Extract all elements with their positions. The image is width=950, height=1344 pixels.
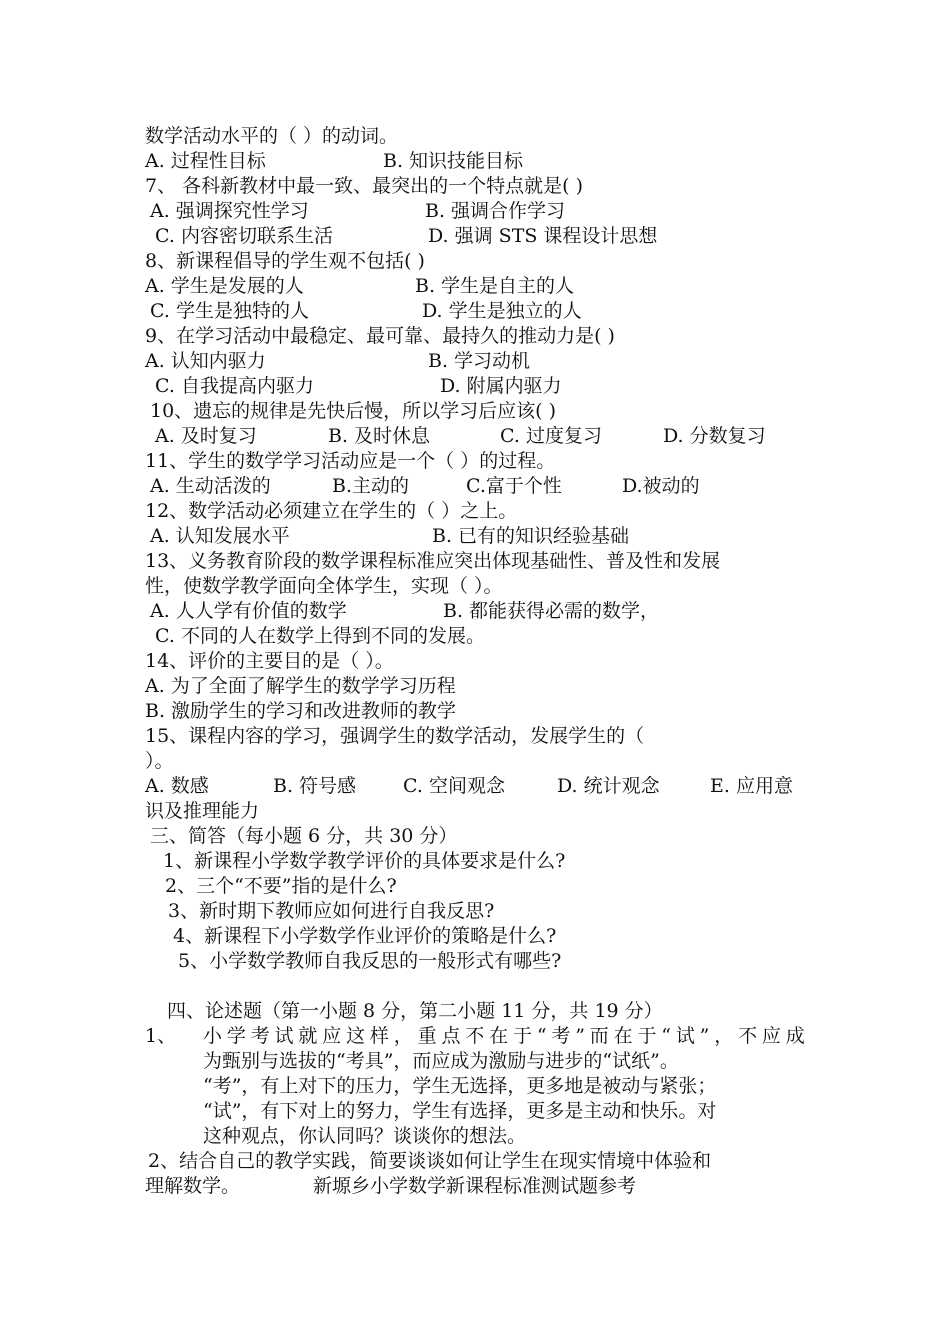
option-d: D. 附属内驱力 [440,375,562,397]
question-8: 8、新课程倡导的学生观不包括( ) [145,250,425,272]
option-c: C. 空间观念 [403,775,505,797]
question-13-line1: 13、义务教育阶段的数学课程标准应突出体现基础性、普及性和发展 [145,550,721,572]
option-b: B. 强调合作学习 [425,200,566,222]
short-answer-2: 2、三个“不要”指的是什么? [165,875,397,897]
answer-key-title: 新塬乡小学数学新课程标准测试题参考 [313,1175,637,1197]
option-b: B.主动的 [332,475,410,497]
option-a: A. 人人学有价值的数学 [150,600,347,622]
option-c: C. 自我提高内驱力 [155,375,314,397]
question-11-options [150,474,810,499]
essay-2-text: 理解数学。 [145,1175,241,1197]
essay-1-line3: “考”，有上对下的压力，学生无选择，更多地是被动与紧张； [203,1075,717,1097]
option-b: B. 都能获得必需的数学， [443,600,660,622]
option-d: D. 分数复习 [663,425,766,447]
option-a: A. 学生是发展的人 [145,275,304,297]
question-12: 12、数学活动必须建立在学生的（ ）之上。 [145,500,518,522]
question-15: 15、课程内容的学习，强调学生的数学活动，发展学生的（ [145,725,645,747]
option-b: B. 及时休息 [328,425,431,447]
option-b: B. 学习动机 [428,350,531,372]
option-b: B. 知识技能目标 [383,150,524,172]
question-6-continuation: 数学活动水平的（ ）的动词。 [145,125,399,147]
question-7: 7、 各科新教材中最一致、最突出的一个特点就是( ) [145,175,583,197]
question-14-option-a: A. 为了全面了解学生的数学学习历程 [145,675,456,697]
question-10: 10、遗忘的规律是先快后慢，所以学习后应该( ) [150,400,557,422]
question-9: 9、在学习活动中最稳定、最可靠、最持久的推动力是( ) [145,325,615,347]
short-answer-5: 5、小学数学教师自我反思的一般形式有哪些? [178,950,562,972]
question-15-option-e-continuation: 识及推理能力 [145,800,260,822]
option-a: A. 生动活泼的 [150,475,271,497]
essay-1-line1: 小 学 考 试 就 应 这 样 ， 重 点 不 在 于 “ 考 ” 而 在 于 “ 试 ” ， 不 应 成 [203,1025,805,1047]
option-a: A. 及时复习 [155,425,257,447]
option-a: A. 过程性目标 [145,150,266,172]
question-14: 14、评价的主要目的是（ ）。 [145,650,394,672]
option-d: D. 统计观念 [557,775,660,797]
essay-1-number: 1、 [145,1025,177,1047]
question-6-options [145,149,805,174]
question-14-option-b: B. 激励学生的学习和改进教师的教学 [145,700,457,722]
option-e: E. 应用意 [710,775,793,797]
option-d: D. 强调 STS 课程设计思想 [428,225,658,247]
option-b: B. 学生是自主的人 [415,275,575,297]
option-a: A. 认知内驱力 [145,350,266,372]
essay-2-line1: 2、结合自己的教学实践，简要谈谈如何让学生在现实情境中体验和 [148,1150,712,1172]
question-10-options [155,424,815,449]
question-9-options-row1 [145,349,805,374]
question-7-options-row2 [155,224,815,249]
option-a: A. 认知发展水平 [150,525,290,547]
question-15-continuation: ）。 [145,750,174,772]
question-7-options-row1 [150,199,810,224]
option-a: A. 数感 [145,775,209,797]
essay-1-line2: 为甄别与选拔的“考具”，而应成为激励与进步的“试纸”。 [203,1050,679,1072]
option-b: B. 已有的知识经验基础 [432,525,630,547]
short-answer-1: 1、新课程小学数学教学评价的具体要求是什么? [163,850,566,872]
question-8-options-row1 [145,274,805,299]
question-13-line2: 性，使数学教学面向全体学生，实现（ ）。 [145,575,503,597]
option-c: C. 学生是独特的人 [150,300,309,322]
option-a: A. 强调探究性学习 [150,200,309,222]
option-d: D. 学生是独立的人 [422,300,582,322]
short-answer-3: 3、新时期下教师应如何进行自我反思? [168,900,495,922]
essay-2-line2 [145,1174,805,1199]
question-12-options [150,524,810,549]
option-c: C.富于个性 [466,475,562,497]
option-c: C. 过度复习 [500,425,602,447]
question-15-options [145,774,805,799]
question-8-options-row2 [150,299,810,324]
question-13-options-row1 [150,599,810,624]
option-d: D.被动的 [622,475,700,497]
section-4-heading: 四、论述题（第一小题 8 分，第二小题 11 分，共 19 分） [167,1000,663,1022]
option-c: C. 内容密切联系生活 [155,225,333,247]
essay-1-line4: “试”，有下对上的努力，学生有选择，更多是主动和快乐。对 [203,1100,717,1122]
essay-1-line5: 这种观点，你认同吗？谈谈你的想法。 [203,1125,527,1147]
short-answer-4: 4、新课程下小学数学作业评价的策略是什么? [173,925,557,947]
section-3-heading: 三、简答（每小题 6 分，共 30 分） [150,825,458,847]
option-b: B. 符号感 [273,775,357,797]
question-13-option-c: C. 不同的人在数学上得到不同的发展。 [155,625,485,647]
question-11: 11、学生的数学学习活动应是一个（ ）的过程。 [145,450,556,472]
question-9-options-row2 [155,374,815,399]
